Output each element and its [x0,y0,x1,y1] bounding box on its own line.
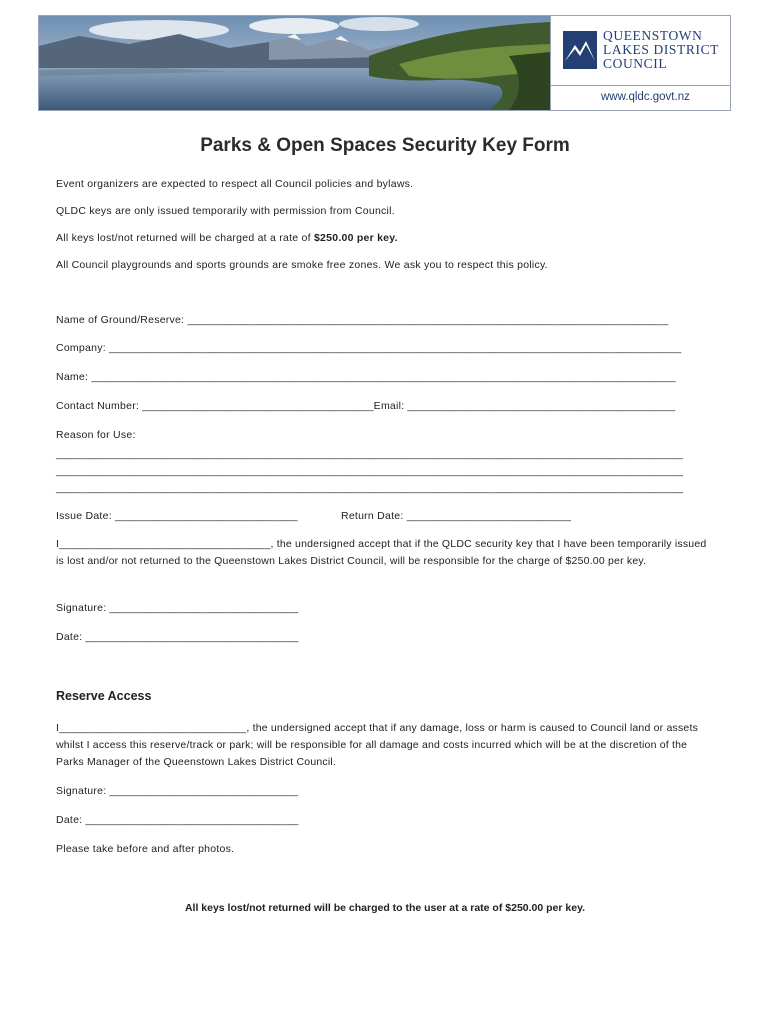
company-field[interactable]: Company: ______________________________________________________________________________________________ [56,342,682,354]
council-name-line-2: LAKES DISTRICT [603,42,720,57]
date-field[interactable]: Date: ___________________________________ [56,631,299,643]
council-logo-icon [563,31,597,69]
intro-line-3-text: All keys lost/not returned will be charged at a rate of [56,232,314,244]
name-field[interactable]: Name: ________________________________________________________________________________________________ [56,371,676,383]
return-date-field[interactable]: Return Date: ___________________________ [341,510,572,522]
council-name [603,29,719,71]
reason-line-2[interactable]: _______________________________________________________________________________________________________ [56,465,684,477]
lake-landscape-photo [39,16,550,110]
issue-date-field[interactable]: Issue Date: ______________________________ [56,510,298,522]
letterhead [38,15,731,111]
council-brand [550,16,730,110]
reason-label: Reason for Use: [56,429,136,441]
reserve-declaration[interactable]: I_______________________________, the undersigned accept that if any damage, loss or harm is caused to Council land or assets whilst I access this reserve/track or park; will be responsible for all damage and costs incurred which will be at the discretion of the Parks Manager of the Queenstown Lakes District Council. [56,722,699,768]
contact-email-field[interactable]: Contact Number: ______________________________________Email: ____________________________________________ [56,400,676,412]
council-name-line-1: QUEENSTOWN [603,28,703,43]
intro-line-3 [56,232,398,244]
website-url[interactable]: www.qldc.govt.nz [601,91,690,103]
footer-notice: All keys lost/not returned will be charged to the user at a rate of $250.00 per key. [184,902,586,914]
signature-field[interactable]: Signature: _______________________________ [56,602,299,614]
key-declaration[interactable]: I___________________________________, the undersigned accept that if the QLDC security key that I have been temporarily issued is lost and/or not returned to the Queenstown Lakes District Council, will be responsible for the charge of $250.00 per key. [56,538,707,567]
reason-line-3[interactable]: _______________________________________________________________________________________________________ [56,482,684,494]
key-charge-amount: $250.00 per key. [313,232,398,244]
intro-line-1: Event organizers are expected to respect all Council policies and bylaws. [56,178,414,190]
form-title: Parks & Open Spaces Security Key Form [200,135,570,156]
reason-line-1[interactable]: _______________________________________________________________________________________________________ [56,448,684,460]
reserve-signature-field[interactable]: Signature: _______________________________ [56,785,299,797]
reserve-date-field[interactable]: Date: ___________________________________ [56,814,299,826]
reserve-access-heading: Reserve Access [56,689,152,703]
council-name-line-3: COUNCIL [603,56,668,71]
photos-note: Please take before and after photos. [56,843,235,855]
ground-reserve-field[interactable]: Name of Ground/Reserve: _______________________________________________________________________________ [56,314,669,326]
intro-line-4: All Council playgrounds and sports grounds are smoke free zones. We ask you to respect this policy. [56,259,548,271]
intro-line-2: QLDC keys are only issued temporarily with permission from Council. [56,205,395,217]
